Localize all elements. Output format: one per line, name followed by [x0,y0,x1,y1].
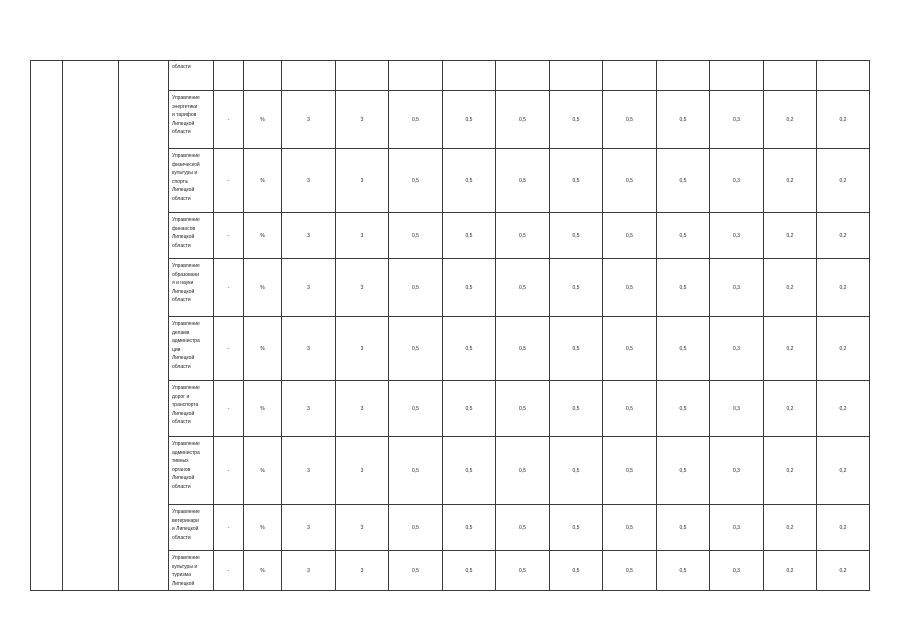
value-cell [764,61,817,91]
org-name-cell: Управление энергетики и тарифов Липецкой области [169,91,214,149]
value-cell: 0,3 [710,91,764,149]
value-cell: 0,2 [764,381,817,437]
value-cell [389,61,443,91]
org-name-cell: Управление ветеринари и Липецкой области [169,505,214,551]
value-cell [603,61,657,91]
value-cell: 3 [282,259,336,317]
value-cell: 0,2 [817,91,870,149]
value-cell: 0,2 [764,213,817,259]
value-cell: 0,3 [710,259,764,317]
value-cell: 0,5 [550,551,603,591]
value-cell: 0,5 [657,381,710,437]
value-cell: 0,5 [550,381,603,437]
value-cell [443,61,496,91]
value-cell: 0,5 [550,437,603,505]
value-cell: 0,5 [496,91,550,149]
value-cell: 0,5 [389,505,443,551]
value-cell: 0,2 [817,213,870,259]
value-cell: 0,2 [817,259,870,317]
value-cell: 0,5 [657,317,710,381]
value-cell: 0,5 [443,91,496,149]
value-cell [550,61,603,91]
value-cell: 0,5 [496,381,550,437]
org-name-cell: области [169,61,214,91]
value-cell: 0,2 [817,505,870,551]
unit-cell [244,61,282,91]
org-name-cell: Управление образовани я и науки Липецкой области [169,259,214,317]
value-cell: 0,5 [657,505,710,551]
value-cell: 0,5 [603,381,657,437]
value-cell: 0,5 [443,213,496,259]
value-cell: 3 [282,551,336,591]
value-cell: 0,5 [389,91,443,149]
value-cell: 0,5 [389,149,443,213]
value-cell: 0,3 [710,437,764,505]
dash-cell: - [214,505,244,551]
value-cell: 0,5 [550,213,603,259]
value-cell: 0,3 [710,381,764,437]
unit-cell: % [244,505,282,551]
value-cell: 0,2 [817,149,870,213]
org-name-cell: Управление физической культуры и спорта Липецкой области [169,149,214,213]
value-cell: 0,5 [657,259,710,317]
value-cell: 0,5 [389,213,443,259]
value-cell: 0,3 [710,213,764,259]
value-cell: 0,5 [657,149,710,213]
value-cell: 0,2 [764,259,817,317]
value-cell [282,61,336,91]
dash-cell: - [214,437,244,505]
value-cell: 0,3 [710,505,764,551]
value-cell: 0,5 [389,259,443,317]
value-cell: 0,5 [496,437,550,505]
value-cell: 0,3 [710,149,764,213]
value-cell: 0,2 [764,505,817,551]
value-cell: 0,2 [764,149,817,213]
value-cell: 0,2 [817,551,870,591]
org-name-cell: Управление дорог и транспорта Липецкой области [169,381,214,437]
value-cell: 3 [336,91,389,149]
value-cell: 0,3 [710,317,764,381]
value-cell: 0,5 [389,437,443,505]
dash-cell: - [214,317,244,381]
value-cell: 3 [336,505,389,551]
value-cell: 0,5 [443,551,496,591]
value-cell: 0,5 [389,551,443,591]
value-cell [710,61,764,91]
value-cell: 3 [282,213,336,259]
value-cell: 0,5 [657,91,710,149]
value-cell: 0,5 [496,317,550,381]
value-cell: 3 [282,149,336,213]
value-cell: 0,5 [657,213,710,259]
value-cell: 0,2 [817,317,870,381]
dash-cell [214,61,244,91]
value-cell: 0,5 [657,437,710,505]
value-cell: 3 [282,437,336,505]
table-row [31,61,870,91]
org-name-cell: Управление администра тивных органов Липецкой области [169,437,214,505]
value-cell: 3 [282,317,336,381]
dash-cell: - [214,213,244,259]
value-cell: 3 [336,437,389,505]
value-cell: 0,5 [603,505,657,551]
value-cell: 0,2 [764,437,817,505]
value-cell: 0,5 [443,259,496,317]
value-cell: 3 [336,259,389,317]
value-cell: 3 [336,213,389,259]
value-cell: 0,5 [550,505,603,551]
dash-cell: - [214,381,244,437]
value-cell: 0,5 [550,259,603,317]
row-number-cell [31,61,63,591]
value-cell: 0,5 [603,551,657,591]
value-cell [496,61,550,91]
dash-cell: - [214,259,244,317]
value-cell: 3 [336,551,389,591]
value-cell: 0,2 [817,381,870,437]
unit-cell: % [244,317,282,381]
value-cell: 3 [336,317,389,381]
value-cell [336,61,389,91]
indicator-name-cell [63,61,119,591]
value-cell: 0,5 [603,213,657,259]
value-cell: 0,5 [443,505,496,551]
value-cell: 0,5 [550,317,603,381]
value-cell [817,61,870,91]
value-cell: 0,5 [496,213,550,259]
org-name-cell: Управление делами администра ции Липецкой области [169,317,214,381]
org-name-cell: Управление культуры и туризма Липецкой [169,551,214,591]
value-cell [657,61,710,91]
value-cell: 0,5 [550,91,603,149]
value-cell: 0,2 [764,551,817,591]
value-cell: 0,5 [603,91,657,149]
value-cell: 0,5 [496,259,550,317]
value-cell: 0,5 [443,381,496,437]
dash-cell: - [214,91,244,149]
indicator-group-cell [119,61,169,591]
value-cell: 3 [282,91,336,149]
value-cell: 0,5 [496,505,550,551]
unit-cell: % [244,213,282,259]
value-cell: 3 [282,381,336,437]
value-cell: 0,3 [710,551,764,591]
unit-cell: % [244,149,282,213]
value-cell: 0,5 [496,551,550,591]
value-cell: 0,5 [657,551,710,591]
unit-cell: % [244,551,282,591]
value-cell: 3 [336,149,389,213]
value-cell: 3 [282,505,336,551]
unit-cell: % [244,259,282,317]
value-cell: 0,2 [764,91,817,149]
org-name-cell: Управление финансов Липецкой области [169,213,214,259]
dash-cell: - [214,551,244,591]
value-cell: 0,5 [443,437,496,505]
value-cell: 0,2 [817,437,870,505]
unit-cell: % [244,437,282,505]
value-cell: 0,5 [603,259,657,317]
value-cell: 0,5 [443,317,496,381]
value-cell: 3 [336,381,389,437]
value-cell: 0,5 [389,317,443,381]
value-cell: 0,5 [603,149,657,213]
value-cell: 0,5 [389,381,443,437]
value-cell: 0,5 [496,149,550,213]
value-cell: 0,5 [603,317,657,381]
value-cell: 0,5 [443,149,496,213]
dash-cell: - [214,149,244,213]
unit-cell: % [244,381,282,437]
value-cell: 0,5 [550,149,603,213]
value-cell: 0,2 [764,317,817,381]
unit-cell: % [244,91,282,149]
indicator-table [30,60,870,591]
value-cell: 0,5 [603,437,657,505]
